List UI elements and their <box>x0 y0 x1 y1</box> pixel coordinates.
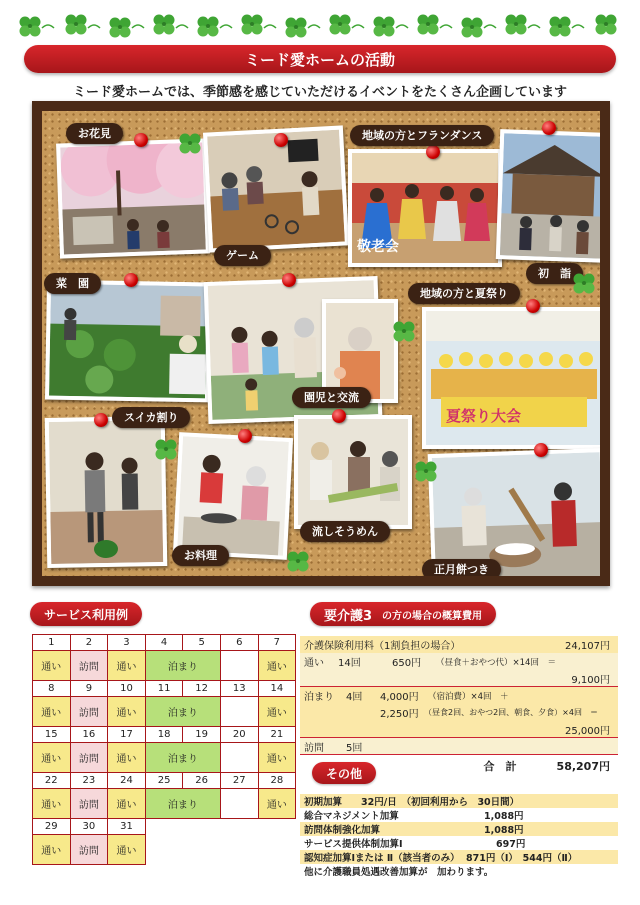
kayoi-count: 14回 <box>338 658 361 669</box>
photo-cooking <box>173 432 293 560</box>
calendar-day: 27 <box>220 773 258 789</box>
calendar-day: 1 <box>33 635 71 651</box>
photo-watermelon <box>45 416 168 568</box>
fee-name: サービス提供体制加算Ⅰ <box>304 839 403 850</box>
pushpin <box>332 409 346 423</box>
photo-hula-dance <box>348 149 502 267</box>
activity-label: ゲーム <box>214 245 271 266</box>
pushpin <box>426 145 440 159</box>
tomari-total-row <box>300 721 618 738</box>
calendar-kayoi: 通い <box>108 789 146 819</box>
calendar-tomari: 泊まり <box>145 651 220 681</box>
calendar-day: 11 <box>145 681 183 697</box>
calendar-kayoi: 通い <box>108 697 146 727</box>
photo-somen <box>294 415 412 529</box>
calendar-day: 22 <box>33 773 71 789</box>
kayoi-price: 650円 <box>392 658 422 669</box>
pushpin <box>124 273 138 287</box>
insurance-label: 介護保険利用料（1割負担の場合） <box>304 641 461 652</box>
photo-hatsumode <box>496 129 600 263</box>
tomari-label: 泊まり <box>304 692 334 703</box>
care-level: 要介護3 <box>324 608 373 624</box>
fee-name: 初期加算 32円/日 （初回利用から 30日間） <box>304 797 520 808</box>
kayoi-detail: （昼食＋おやつ代）×14回 ＝ <box>436 657 556 668</box>
houmon-label: 訪問 <box>304 742 324 754</box>
activity-label: お花見 <box>66 123 123 144</box>
kayoi-total-row <box>300 670 618 687</box>
photo-garden <box>45 280 211 403</box>
pushpin <box>134 133 148 147</box>
sum-label: 合 計 <box>483 760 517 773</box>
photo-summer-festival <box>422 307 600 449</box>
calendar-day: 3 <box>108 635 146 651</box>
calendar-empty <box>220 697 258 727</box>
activity-label: 流しそうめん <box>300 521 390 542</box>
calendar-tomari: 泊まり <box>145 743 220 773</box>
clover-icon <box>392 319 416 343</box>
calendar-kayoi: 通い <box>258 697 296 727</box>
photo-banner-text: 敬老会 <box>357 239 399 255</box>
tomari-row-2 <box>300 704 618 721</box>
insurance-row <box>300 636 618 653</box>
calendar-day: 20 <box>220 727 258 743</box>
cork-board <box>32 101 610 586</box>
pushpin <box>542 121 556 135</box>
activity-label: スイカ割り <box>112 407 190 428</box>
activity-label: 菜 園 <box>44 273 101 294</box>
fee-row <box>300 794 618 808</box>
calendar-day: 29 <box>33 819 71 835</box>
other-fees <box>300 794 618 878</box>
calendar-day: 14 <box>258 681 296 697</box>
calendar-day: 4 <box>145 635 183 651</box>
activity-label: 初 詣 <box>526 263 583 284</box>
calendar-kayoi: 通い <box>258 789 296 819</box>
clover-icon <box>414 459 438 483</box>
calendar-kayoi: 通い <box>108 651 146 681</box>
calendar-kayoi: 通い <box>258 743 296 773</box>
activity-label: 地域の方と夏祭り <box>408 283 520 304</box>
calendar-day: 5 <box>183 635 221 651</box>
cost-label <box>310 602 496 626</box>
fee-value: 871円（Ⅰ） 544円（Ⅱ） <box>466 853 578 864</box>
calendar-tomari: 泊まり <box>145 789 220 819</box>
calendar-day: 28 <box>258 773 296 789</box>
calendar-day: 9 <box>70 681 108 697</box>
calendar-day: 31 <box>108 819 146 835</box>
calendar-empty <box>220 789 258 819</box>
pushpin <box>274 133 288 147</box>
calendar-kayoi: 通い <box>33 697 71 727</box>
photo-mochi <box>428 448 600 576</box>
calendar-kayoi: 通い <box>33 835 71 865</box>
fee-name: 認知症加算Ⅰまたは Ⅱ（該当者のみ） <box>304 853 460 864</box>
activity-label: お料理 <box>172 545 229 566</box>
clover-icon <box>286 549 310 573</box>
calendar-day: 2 <box>70 635 108 651</box>
calendar-houmon: 訪問 <box>70 651 108 681</box>
calendar-day: 15 <box>33 727 71 743</box>
fee-name: 総合マネジメント加算 <box>304 811 399 822</box>
calendar-kayoi: 通い <box>33 651 71 681</box>
tomari-detail-1: （宿泊費）×4回 ＋ <box>428 691 509 702</box>
calendar-day: 18 <box>145 727 183 743</box>
clover-icon <box>178 131 202 155</box>
tomari-total: 25,000円 <box>565 725 610 737</box>
calendar-houmon: 訪問 <box>70 697 108 727</box>
fee-value: 1,088円 <box>484 825 524 836</box>
cost-label-text: の方の場合の概算費用 <box>382 610 483 622</box>
calendar-houmon: 訪問 <box>70 789 108 819</box>
clover-icon <box>154 437 178 461</box>
calendar-day: 17 <box>108 727 146 743</box>
calendar-day: 26 <box>183 773 221 789</box>
insurance-total: 24,107円 <box>565 641 610 652</box>
pushpin <box>94 413 108 427</box>
calendar-kayoi: 通い <box>108 835 146 865</box>
pushpin <box>282 273 296 287</box>
calendar-day: 25 <box>145 773 183 789</box>
calendar-day: 19 <box>183 727 221 743</box>
calendar-blank <box>145 819 295 835</box>
calendar-day: 30 <box>70 819 108 835</box>
service-calendar <box>32 634 296 865</box>
calendar-kayoi: 通い <box>33 743 71 773</box>
calendar-day: 21 <box>258 727 296 743</box>
clover-icon <box>572 271 596 295</box>
calendar-day: 7 <box>258 635 296 651</box>
calendar-empty <box>220 743 258 773</box>
fee-row <box>300 822 618 836</box>
pushpin <box>534 443 548 457</box>
photo-ohanami <box>56 138 210 258</box>
calendar-tomari: 泊まり <box>145 697 220 727</box>
fee-row <box>300 850 618 864</box>
activity-label: 園児と交流 <box>292 387 371 408</box>
page-title: ミード愛ホームの活動 <box>24 45 616 73</box>
calendar-kayoi: 通い <box>108 743 146 773</box>
tomari-price-1: 4,000円 <box>380 692 419 703</box>
calendar-day: 23 <box>70 773 108 789</box>
calendar-empty <box>220 651 258 681</box>
calendar-day: 8 <box>33 681 71 697</box>
calendar-houmon: 訪問 <box>70 835 108 865</box>
other-label: その他 <box>312 762 376 784</box>
service-example-label: サービス利用例 <box>30 602 142 626</box>
kayoi-row <box>300 653 618 670</box>
calendar-blank <box>145 835 295 865</box>
houmon-row <box>300 738 618 755</box>
calendar-kayoi: 通い <box>33 789 71 819</box>
fee-value: 1,088円 <box>484 811 524 822</box>
tomari-price-2: 2,250円 <box>380 709 419 720</box>
tomari-count: 4回 <box>346 692 363 703</box>
activity-label: 正月餅つき <box>422 559 501 576</box>
clover-border <box>14 10 626 42</box>
houmon-count: 5回 <box>346 742 363 754</box>
fee-name: 訪問体制強化加算 <box>304 825 381 836</box>
pushpin <box>526 299 540 313</box>
calendar-day: 13 <box>220 681 258 697</box>
tomari-detail-2: （昼食2回、おやつ2回、朝食、夕食）×4回 ＝ <box>424 708 598 717</box>
cost-breakdown <box>300 636 618 777</box>
tomari-row <box>300 687 618 704</box>
fee-row <box>300 808 618 822</box>
kayoi-total: 9,100円 <box>571 674 610 686</box>
photo-festival-text: 夏祭り大会 <box>446 407 522 425</box>
fee-row <box>300 836 618 850</box>
activity-label: 地域の方とフランダンス <box>350 125 494 146</box>
calendar-day: 10 <box>108 681 146 697</box>
calendar-day: 6 <box>220 635 258 651</box>
sum-value: 58,207円 <box>556 760 610 773</box>
fee-note <box>300 864 618 878</box>
calendar-day: 16 <box>70 727 108 743</box>
kayoi-label: 通い <box>304 658 324 669</box>
fee-value: 697円 <box>496 839 526 850</box>
calendar-houmon: 訪問 <box>70 743 108 773</box>
page-subtitle: ミード愛ホームでは、季節感を感じていただけるイベントをたくさん企画しています <box>72 85 567 100</box>
cork-surface <box>42 111 600 576</box>
calendar-kayoi: 通い <box>258 651 296 681</box>
calendar-day: 12 <box>183 681 221 697</box>
fee-note-text: 他に介護職員処遇改善加算が 加わります。 <box>304 867 494 878</box>
calendar-day: 24 <box>108 773 146 789</box>
pushpin <box>238 429 252 443</box>
